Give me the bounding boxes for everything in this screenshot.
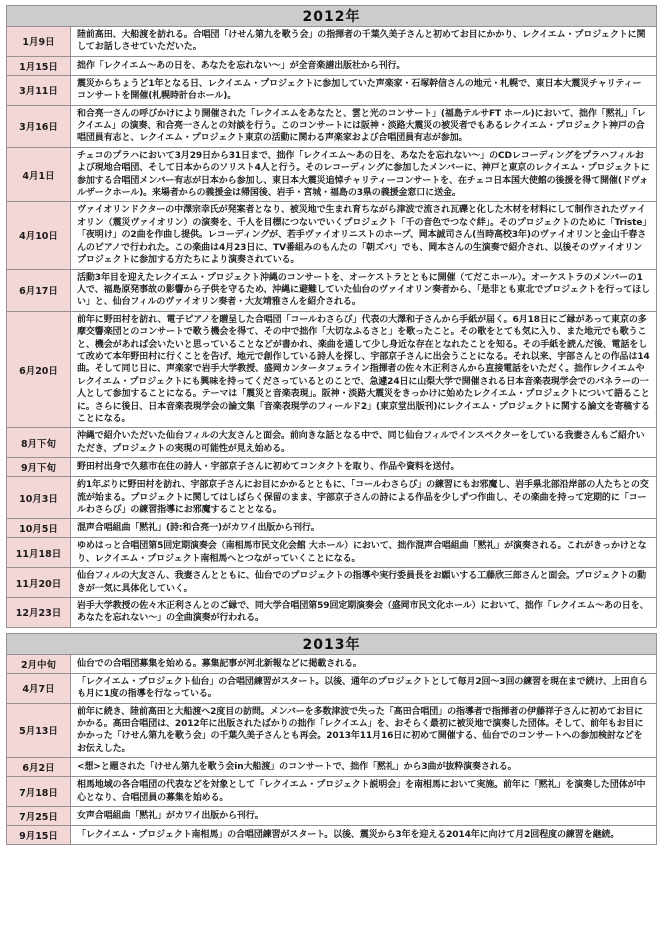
timeline-row bbox=[7, 27, 657, 57]
entry-date: 3月16日 bbox=[7, 105, 71, 147]
entry-date: 2月中旬 bbox=[7, 654, 71, 673]
entry-date: 11月18日 bbox=[7, 538, 71, 568]
timeline-row bbox=[7, 758, 657, 777]
timeline-row bbox=[7, 269, 657, 311]
entry-text: 相馬地域の各合唱団の代表などを対象として「レクイエム・プロジェクト説明会」を南相馬において実施。前年に「黙礼」を演奏した団体が中心となり、合唱団員の募集を始める。 bbox=[71, 777, 657, 807]
timeline-body bbox=[7, 6, 657, 845]
timeline-row bbox=[7, 311, 657, 428]
entry-date: 7月18日 bbox=[7, 777, 71, 807]
entry-date: 6月20日 bbox=[7, 311, 71, 428]
entry-text: 沖縄で紹介いただいた仙台フィルの大友さんと面会。前向きな話となる中で、同じ仙台フィルでインスペクターをしている我妻さんもご紹介いただき、プロジェクトの実現の可能性が見え始める。 bbox=[71, 428, 657, 458]
timeline-row bbox=[7, 477, 657, 519]
entry-date: 7月25日 bbox=[7, 807, 71, 826]
entry-date: 1月9日 bbox=[7, 27, 71, 57]
timeline-table bbox=[6, 5, 657, 845]
entry-date: 10月5日 bbox=[7, 519, 71, 538]
timeline-row bbox=[7, 654, 657, 673]
entry-text: 拙作「レクイエム〜あの日を、あなたを忘れない〜」が全音楽譜出版社から刊行。 bbox=[71, 56, 657, 75]
entry-date: 1月15日 bbox=[7, 56, 71, 75]
timeline-row bbox=[7, 147, 657, 202]
entry-text: 仙台フィルの大友さん、我妻さんとともに、仙台でのプロジェクトの指導や実行委員長をお願いする工藤欣三郎さんと面会。プロジェクトの動きが一気に具体化していく。 bbox=[71, 568, 657, 598]
entry-date: 10月3日 bbox=[7, 477, 71, 519]
timeline-row bbox=[7, 202, 657, 269]
timeline-row bbox=[7, 777, 657, 807]
entry-text: 前年に野田村を訪れ、電子ピアノを贈呈した合唱団「コールわさらび」代表の大澤和子さんから手紙が届く。6月18日にご縁があって東京の多摩交響楽団とのコンサートで歌う機会を得て、その中で拙作「大切なふるさと」を歌ったこと。その歌をとても気に入り、また地元でも歌うこと、機会があれば会いたいと思っていることなどが書かれ、楽曲を通して少し身近な存在となれたことを知る。その手紙を読んだ後、電話をして改めて本年野田村に行くことを告げ、地元で創作している詩人を探し、宇部京子さんに出会うことになる。それ以来、宇部さんとの作品は14曲。そして同じ日に、声楽家で岩手大学教授、盛岡カンタータフェライン指揮者の佐々木正利さんから直接電話をいただく。拙作レクイエムやレクイエム・プロジェクトにも興味を持ってくださっているとのことで、急遽24日に山梨大学で開催される日本音楽表現学会でのパネラーの一人として参加することになる。テーマは「震災と音楽表現」。阪神・淡路大震災をきっかけに始めたレクイエム・プロジェクトについて語ることに。さらに後日、日本音楽表現学会の論文集「音楽表現学のフィールド2」(東京堂出版刊)にレクイエム・プロジェクトに関する論文を寄稿することになる。 bbox=[71, 311, 657, 428]
entry-text: 和合亮一さんの呼びかけにより開催された「レクイエムをあなたと、雲と光のコンサート」(福島テルサFT ホール)において、拙作「黙礼」「レクイエム」の演奏、和合亮一さんとの対談を行う。このコンサートには阪神・淡路大震災の被災者でもあるレクイエム・プロジェクト神戸の合唱団員有志と、レクイエム・プロジェクト東京の活動に関わる声楽家および合唱団員有志が参加。 bbox=[71, 105, 657, 147]
entry-text: 活動3年目を迎えたレクイエム・プロジェクト沖縄のコンサートを、オーケストラとともに開催（てだこホール）。オーケストラのメンバーの1人で、福島原発事故の影響から子供を守るため、沖縄に避難していた仙台のヴァイオリン奏者から、「是非とも東北でプロジェクトを行ってほしい」と、仙台フィルのヴァイオリン奏者・大友靖雅さんを紹介される。 bbox=[71, 269, 657, 311]
entry-text: 陸前高田、大船渡を訪れる。合唱団「けせん第九を歌う会」の指揮者の千葉久美子さんと初めてお目にかかり、レクイエム・プロジェクトに関してお話しさせていただいた。 bbox=[71, 27, 657, 57]
timeline-row bbox=[7, 826, 657, 845]
year-title: 2012年 bbox=[7, 6, 657, 27]
entry-text: 震災からちょうど1年となる日、レクイエム・プロジェクトに参加していた声楽家・石塚幹信さんの地元・札幌で、東日本大震災チャリティーコンサートを開催(札幌時計台ホール)。 bbox=[71, 75, 657, 105]
timeline-row bbox=[7, 703, 657, 758]
entry-text: 混声合唱組曲「黙礼」(詩:和合亮一)がカワイ出版から刊行。 bbox=[71, 519, 657, 538]
entry-text: 岩手大学教授の佐々木正利さんとのご縁で、同大学合唱団第59回定期演奏会（盛岡市民文化ホール）において、拙作「レクイエム〜あの日を、あなたを忘れない〜」の全曲演奏が行われる。 bbox=[71, 598, 657, 628]
entry-date: 12月23日 bbox=[7, 598, 71, 628]
entry-text: 前年に続き、陸前高田と大船渡へ2度目の訪問。メンバーを多数津波で失った「高田合唱団」の指導者で指揮者の伊藤祥子さんに初めてお目にかかる。高田合唱団は、2012年に出版されたばかりの拙作「レクイエム」を、おそらく最初に被災地で演奏した団体。そして、前年もお目にかかった「けせん第九を歌う会」の千葉久美子さんとも再会。2013年11月16日に初めて開催する、仙台でのコンサートへの参加検討などをお伝えした。 bbox=[71, 703, 657, 758]
entry-date: 11月20日 bbox=[7, 568, 71, 598]
entry-text: 野田村出身で久慈市在住の詩人・宇部京子さんに初めてコンタクトを取り、作品や資料を送付。 bbox=[71, 458, 657, 477]
entry-text: 仙台での合唱団募集を始める。募集記事が河北新報などに掲載される。 bbox=[71, 654, 657, 673]
entry-text: ゆめはっと合唱団第5回定期演奏会（南相馬市民文化会館 大ホール）において、拙作混声合唱組曲「黙礼」が演奏される。これがきっかけとなり、レクイエム・プロジェクト南相馬へとつながっていくことになる。 bbox=[71, 538, 657, 568]
entry-text: ヴァイオリンドクターの中澤宗幸氏が発案者となり、被災地で生まれ育ちながら津波で流され瓦礫と化した木材を材料にして制作されたヴァイオリン（震災ヴァイオリン）の演奏を、千人を目標につないでいくプロジェクト「千の音色でつなぐ絆」。そのプロジェクトのために「Triste」「夜明け」の2曲を作曲し提供。レコーディングが、若手ヴァイオリニストのホープ、岡本誠司さん(当時高校3年)のヴァイオリンと金山千春さんのピアノで行われた。この楽曲は4月23日に、TV番組みのもんたの「朝ズバ」でも、岡本さんの生演奏で紹介され、以後そのヴァイオリンプロジェクトに参加する方たちにより演奏されている。 bbox=[71, 202, 657, 269]
entry-date: 4月1日 bbox=[7, 147, 71, 202]
year-header bbox=[7, 633, 657, 654]
entry-text: 女声合唱組曲「黙礼」がカワイ出版から刊行。 bbox=[71, 807, 657, 826]
entry-date: 8月下旬 bbox=[7, 428, 71, 458]
entry-text: 「レクイエム・プロジェクト南相馬」の合唱団練習がスタート。以後、震災から3年を迎える2014年に向けて月2回程度の練習を継続。 bbox=[71, 826, 657, 845]
timeline-row bbox=[7, 568, 657, 598]
entry-date: 6月2日 bbox=[7, 758, 71, 777]
year-header bbox=[7, 6, 657, 27]
entry-date: 4月7日 bbox=[7, 673, 71, 703]
timeline-row bbox=[7, 56, 657, 75]
timeline-row bbox=[7, 105, 657, 147]
entry-date: 5月13日 bbox=[7, 703, 71, 758]
timeline-row bbox=[7, 428, 657, 458]
timeline-row bbox=[7, 75, 657, 105]
timeline-row bbox=[7, 458, 657, 477]
year-title: 2013年 bbox=[7, 633, 657, 654]
timeline-row bbox=[7, 538, 657, 568]
entry-date: 3月11日 bbox=[7, 75, 71, 105]
entry-text: チェコのプラハにおいて3月29日から31日まで、拙作「レクイエム〜あの日を、あなたを忘れない〜」のCDレコーディングをプラハフィルおよび現地合唱団、そして日本からのソリスト4人と行う。そのレコーディングに参加したメンバーに、神戸と東京のレクイエム・プロジェクトに参加する合唱団メンバー有志が日本から参加し、東日本大震災追悼チャリティーコンサートを、在チェコ日本国大使館の後援を得て開催(ドヴォルザークホール)。来場者からの義援金は帰国後、岩手・宮城・福島の3県の義援金窓口に送金。 bbox=[71, 147, 657, 202]
entry-text: 「レクイエム・プロジェクト仙台」の合唱団練習がスタート。以後、通年のプロジェクトとして毎月2回〜3回の練習を現在まで続け、上田自らも月に1度の指導を行なっている。 bbox=[71, 673, 657, 703]
entry-date: 4月10日 bbox=[7, 202, 71, 269]
timeline-row bbox=[7, 519, 657, 538]
entry-text: <想>と題された「けせん第九を歌う会in大船渡」のコンサートで、拙作「黙礼」から3曲が抜粋演奏される。 bbox=[71, 758, 657, 777]
timeline-page bbox=[6, 5, 657, 845]
entry-date: 9月下旬 bbox=[7, 458, 71, 477]
timeline-row bbox=[7, 598, 657, 628]
entry-text: 約1年ぶりに野田村を訪れ、宇部京子さんにお目にかかるとともに、「コールわさらび」の練習にもお邪魔し、岩手県北部沿岸部の人たちとの交流が始まる。プロジェクトに関してはしばらく保留のまま、宇部京子さんの詩による作品を少しずつ作曲し、その楽曲を持って定期的に「コールわさらび」の練習指導にお邪魔することとなる。 bbox=[71, 477, 657, 519]
entry-date: 9月15日 bbox=[7, 826, 71, 845]
entry-date: 6月17日 bbox=[7, 269, 71, 311]
timeline-row bbox=[7, 807, 657, 826]
timeline-row bbox=[7, 673, 657, 703]
